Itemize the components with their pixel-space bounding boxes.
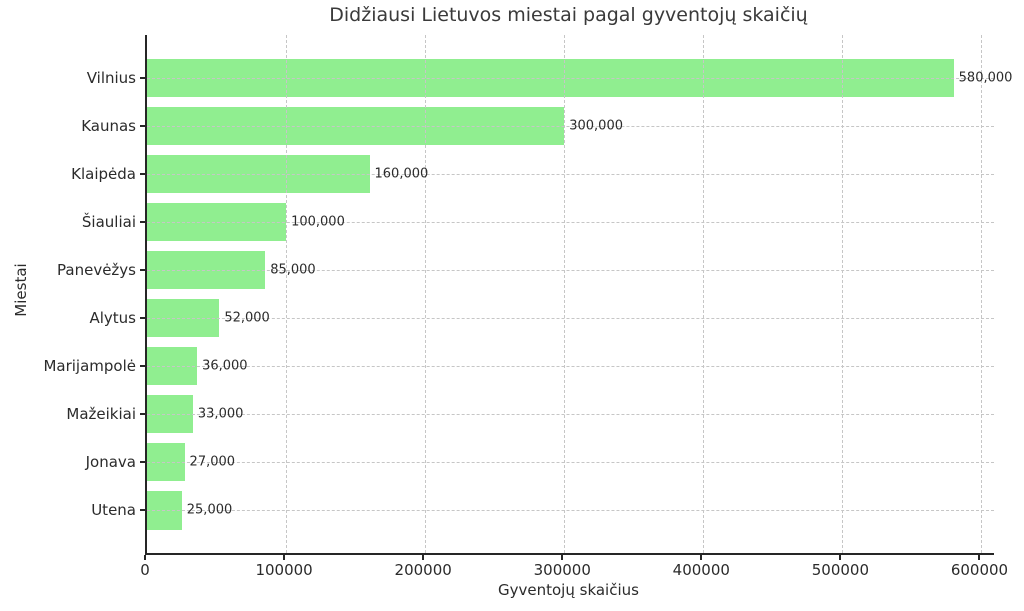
y-tick-mark <box>140 365 145 367</box>
y-tick-mark <box>140 125 145 127</box>
bar-value-label: 580,000 <box>958 70 1013 86</box>
y-gridline <box>147 318 994 319</box>
category-label: Panevėžys <box>57 261 136 279</box>
x-gridline <box>425 35 426 553</box>
category-label: Klaipėda <box>71 164 136 183</box>
category-label: Jonava <box>85 453 136 472</box>
y-gridline <box>147 414 994 415</box>
x-axis-label: Gyventojų skaičius <box>498 581 639 599</box>
bar-value-label: 27,000 <box>189 454 236 470</box>
bar-value-label: 33,000 <box>197 406 244 422</box>
x-gridline <box>564 35 565 553</box>
y-tick-mark <box>140 317 145 319</box>
bar-value-label: 160,000 <box>374 166 429 182</box>
x-tick-mark <box>978 555 980 560</box>
bar-value-label: 52,000 <box>224 310 270 326</box>
bar-value-label: 100,000 <box>291 214 345 230</box>
x-tick-mark <box>700 555 702 560</box>
category-label: Marijampolė <box>43 357 136 376</box>
x-tick-mark <box>422 555 424 560</box>
bar-value-label: 25,000 <box>186 502 233 518</box>
y-tick-mark <box>140 509 145 511</box>
y-gridline <box>147 366 994 367</box>
x-gridline <box>842 35 843 553</box>
plot-area <box>145 35 1013 555</box>
x-tick-label: 0 <box>140 561 150 579</box>
x-tick-label: 600000 <box>950 561 1009 579</box>
y-tick-mark <box>140 77 145 79</box>
bar-value-label: 36,000 <box>202 358 248 374</box>
y-tick-mark <box>140 269 145 271</box>
x-tick-label: 100000 <box>255 561 313 579</box>
x-tick-mark <box>839 555 841 560</box>
x-tick-label: 300000 <box>533 561 591 579</box>
y-gridline <box>147 78 994 79</box>
x-tick-label: 200000 <box>394 561 452 579</box>
x-tick-mark <box>144 555 146 560</box>
category-label: Utena <box>91 501 136 520</box>
y-axis-label: Miestai <box>12 263 30 317</box>
y-gridline <box>147 462 994 463</box>
y-tick-mark <box>140 221 145 223</box>
y-gridline <box>147 222 994 223</box>
chart-title: Didžiausi Lietuvos miestai pagal gyventojų skaičių <box>329 4 808 26</box>
y-tick-mark <box>140 413 145 415</box>
x-tick-mark <box>283 555 285 560</box>
category-label: Šiauliai <box>81 212 136 231</box>
x-gridline <box>981 35 982 553</box>
x-tick-mark <box>561 555 563 560</box>
bar-value-label: 85,000 <box>270 262 316 278</box>
y-gridline <box>147 174 994 175</box>
category-label: Kaunas <box>81 116 136 135</box>
x-tick-label: 500000 <box>811 561 870 579</box>
y-tick-mark <box>140 461 145 463</box>
x-gridline <box>286 35 287 553</box>
x-gridline <box>703 35 704 553</box>
category-label: Mažeikiai <box>66 405 136 424</box>
y-tick-mark <box>140 173 145 175</box>
y-gridline <box>147 510 994 511</box>
x-tick-label: 400000 <box>672 561 730 579</box>
category-label: Vilnius <box>86 68 136 87</box>
category-label: Alytus <box>89 309 136 328</box>
bar-value-label: 300,000 <box>569 118 623 134</box>
